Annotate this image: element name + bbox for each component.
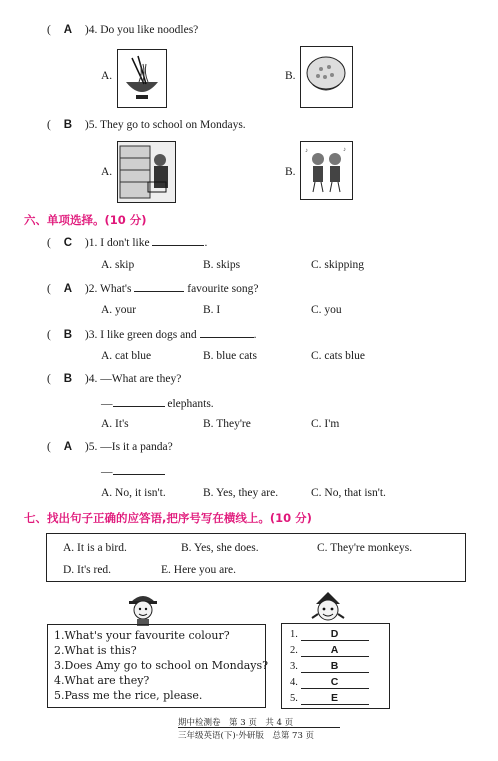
option-a-label: A. [101,70,113,82]
s7-question-4: 4.What are they? [54,674,150,687]
q5-5-row [47,119,246,131]
q5-4-row [47,24,198,36]
answer-blank [134,281,184,292]
answer-mark: A [63,441,73,453]
answer-mark: B [63,373,73,385]
question-text: )5. —Is it a panda? [84,441,173,453]
answer-num: 3. [290,661,298,672]
question-tail: favourite song? [187,283,259,295]
responses-box [46,533,466,582]
answer-row-2 [290,644,369,657]
option-b-label: B. [285,166,296,178]
answer-blank [200,327,254,338]
answer-line: E [301,692,369,705]
s6-q4 [47,373,181,385]
rice-bowl-icon [300,46,353,108]
question-text: )2. What's [84,283,132,295]
s6-q5-option-c: C. No, that isn't. [311,487,386,499]
svg-text:♪: ♪ [343,147,346,153]
footer-book-info: 三年级英语(下)·外研版 总第 73 页 [178,731,315,741]
question-tail: . [253,329,257,341]
s6-q2-option-c: C. you [311,304,342,316]
s6-q2-option-b: B. I [203,304,221,316]
paren-open: ( [47,441,51,453]
s6-q5 [47,441,173,453]
option-b-label: B. [285,70,296,82]
s6-q4-option-a: A. It's [101,418,129,430]
s7-question-2: 2.What is this? [54,644,137,657]
s6-q4-option-b: B. They're [203,418,251,430]
question-text: )1. I don't like [84,237,150,249]
s6-q1-option-c: C. skipping [311,259,365,271]
response-e: E. Here you are. [161,564,237,576]
answer-blank [113,396,165,407]
question-tail: . [204,237,208,249]
noodles-bowl-icon [117,49,167,108]
answer-row-1 [290,628,369,641]
footer-divider [178,727,340,728]
children-playing-icon [300,141,353,200]
paren-open: ( [47,24,51,36]
s6-q5-option-b: B. Yes, they are. [203,487,279,499]
response-b: B. Yes, she does. [181,542,259,554]
paren-open: ( [47,283,51,295]
footer-page-info: 期中检测卷 第 3 页 共 4 页 [178,718,294,728]
section-6-title: 六、单项选择。(10 分) [24,213,147,227]
question-text: )4. —What are they? [84,373,182,385]
supermarket-shopping-icon [117,141,176,203]
response-a: A. It is a bird. [63,542,127,554]
s6-q3-option-b: B. blue cats [203,350,257,362]
s6-q1 [47,235,207,249]
s6-q3-option-c: C. cats blue [311,350,365,362]
answer-line: C [301,676,369,689]
paren-open: ( [47,119,51,131]
paren-open: ( [47,237,51,249]
s6-q2-option-a: A. your [101,304,137,316]
answer-num: 1. [290,629,298,640]
s6-q3-option-a: A. cat blue [101,350,152,362]
dash: — [101,398,113,410]
s6-q2 [47,281,258,295]
answer-num: 2. [290,645,298,656]
paren-open: ( [47,373,51,385]
response-d: D. It's red. [63,564,112,576]
answers-box [281,623,390,709]
s6-q4-line2 [101,396,214,410]
answer-blank [113,464,165,475]
questions-box [47,624,269,708]
s6-q5-line2 [101,464,165,478]
cartoon-child-icon [125,590,161,626]
answer-line: A [301,644,369,657]
answer-mark: B [63,119,73,131]
answer-mark: A [63,24,73,36]
s6-q1-option-a: A. skip [101,259,135,271]
answer-row-5 [290,692,369,705]
response-c: C. They're monkeys. [317,542,413,554]
s7-question-1: 1.What's your favourite colour? [54,629,230,642]
s6-q1-option-b: B. skips [203,259,241,271]
svg-text:♪: ♪ [305,148,308,154]
answer-row-4 [290,676,369,689]
s6-q4-option-c: C. I'm [311,418,340,430]
question-text: )5. They go to school on Mondays. [84,119,246,131]
line2-text: elephants. [167,398,214,410]
answer-num: 5. [290,693,298,704]
answer-mark: A [63,283,73,295]
question-text: )4. Do you like noodles? [84,24,199,36]
answer-blank [152,235,204,246]
question-text: )3. I like green dogs and [84,329,197,341]
answer-mark: B [63,329,73,341]
s7-question-3: 3.Does Amy go to school on Mondays? [54,659,269,672]
answer-line: B [301,660,369,673]
s7-question-5: 5.Pass me the rice, please. [54,689,203,702]
s6-q5-option-a: A. No, it isn't. [101,487,166,499]
option-a-label: A. [101,166,113,178]
cartoon-mascot-icon [308,592,348,626]
paren-open: ( [47,329,51,341]
answer-line: D [301,628,369,641]
s6-q3 [47,327,256,341]
answer-num: 4. [290,677,298,688]
answer-mark: C [63,237,73,249]
section-7-title: 七、找出句子正确的应答语,把序号写在横线上。(10 分) [24,511,312,525]
answer-row-3 [290,660,369,673]
dash: — [101,466,113,478]
